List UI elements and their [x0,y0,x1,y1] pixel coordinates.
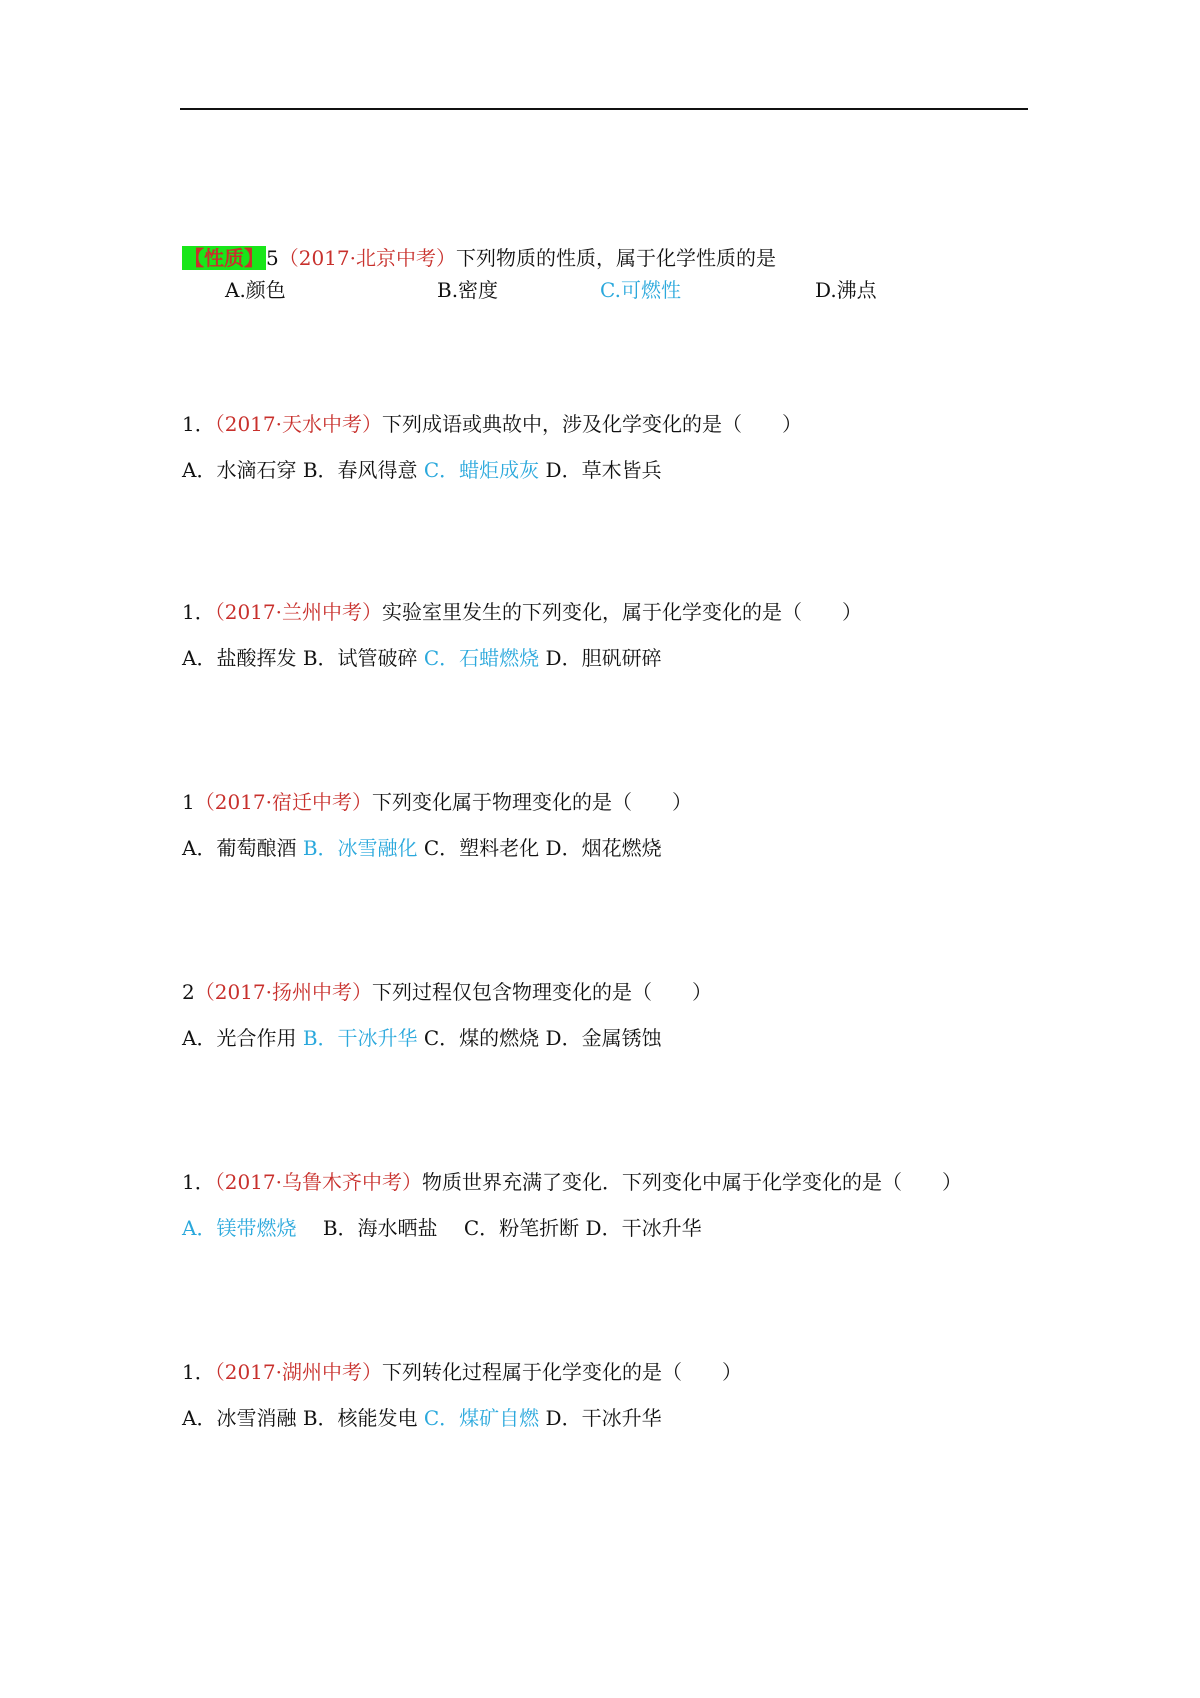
option-d: D．干冰升华 [545,1406,662,1430]
question-stem: 物质世界充满了变化．下列变化中属于化学变化的是（ ） [422,1170,962,1194]
question-number: 1． [182,1170,215,1194]
option-c: C．蜡炬成灰 [423,458,546,482]
question-stem: 下列成语或典故中，涉及化学变化的是（ ） [382,412,802,436]
option-a: A．冰雪消融 [182,1406,303,1430]
option-b: B．核能发电 [302,1406,424,1430]
question-stem: 下列转化过程属于化学变化的是（ ） [382,1360,742,1384]
question-stem: 下列物质的性质，属于化学性质的是 [456,246,776,270]
option-a: A．盐酸挥发 [182,646,303,670]
option-a: A．葡萄酿酒 [182,836,303,860]
question-number: 1． [182,412,215,436]
question-source: （2017·宿迁中考） [194,790,372,814]
option-b: B．春风得意 [302,458,424,482]
question-source: （2017·兰州中考） [214,600,382,624]
options-line [0,276,1200,304]
question-number: 1． [182,1360,215,1384]
question-stem-line [182,788,692,816]
header-rule [180,108,1028,110]
option-c: C．石蜡燃烧 [423,646,546,670]
option-a: A．水滴石穿 [182,458,303,482]
option-b: B．海水晒盐 [322,1216,464,1240]
option-c: C.可燃性 [600,278,681,302]
question-number: 2 [182,980,195,1004]
option-d: D．烟花燃烧 [545,836,662,860]
option-c: C．塑料老化 [423,836,546,860]
question-number: 1． [182,600,215,624]
option-d: D．金属锈蚀 [545,1026,662,1050]
options-line [182,834,662,862]
question-stem-line [182,410,802,438]
option-b: B．冰雪融化 [302,836,424,860]
option-c: C．煤的燃烧 [423,1026,546,1050]
options-line [182,1404,662,1432]
question-source: （2017·扬州中考） [194,980,372,1004]
question-source: （2017·湖州中考） [214,1360,382,1384]
option-d: D．干冰升华 [585,1216,702,1240]
question-number: 5 [266,246,279,270]
topic-tag: 【性质】 [184,246,264,270]
options-line [182,1214,702,1242]
option-c: C．煤矿自燃 [423,1406,546,1430]
option-a: A．光合作用 [182,1026,303,1050]
option-c: C．粉笔折断 [463,1216,586,1240]
options-line [182,456,662,484]
question-source: （2017·天水中考） [214,412,382,436]
question-stem: 实验室里发生的下列变化，属于化学变化的是（ ） [382,600,862,624]
question-stem-line [182,598,862,626]
question-stem-line [182,1358,742,1386]
option-d: D．草木皆兵 [545,458,662,482]
option-b: B.密度 [437,278,499,302]
options-line [182,644,662,672]
question-stem: 下列过程仅包含物理变化的是（ ） [372,980,712,1004]
question-source: （2017·北京中考） [278,246,456,270]
question-stem-line [182,1168,962,1196]
option-b: B．干冰升华 [302,1026,424,1050]
option-b: B．试管破碎 [302,646,424,670]
option-d: D．胆矾研碎 [545,646,662,670]
question-stem-line [182,978,712,1006]
question-source: （2017·乌鲁木齐中考） [214,1170,422,1194]
option-a: A.颜色 [225,278,286,302]
option-a: A．镁带燃烧 [182,1216,323,1240]
question-stem-line [182,244,776,272]
question-number: 1 [182,790,195,814]
option-d: D.沸点 [815,278,877,302]
question-stem: 下列变化属于物理变化的是（ ） [372,790,692,814]
options-line [182,1024,662,1052]
